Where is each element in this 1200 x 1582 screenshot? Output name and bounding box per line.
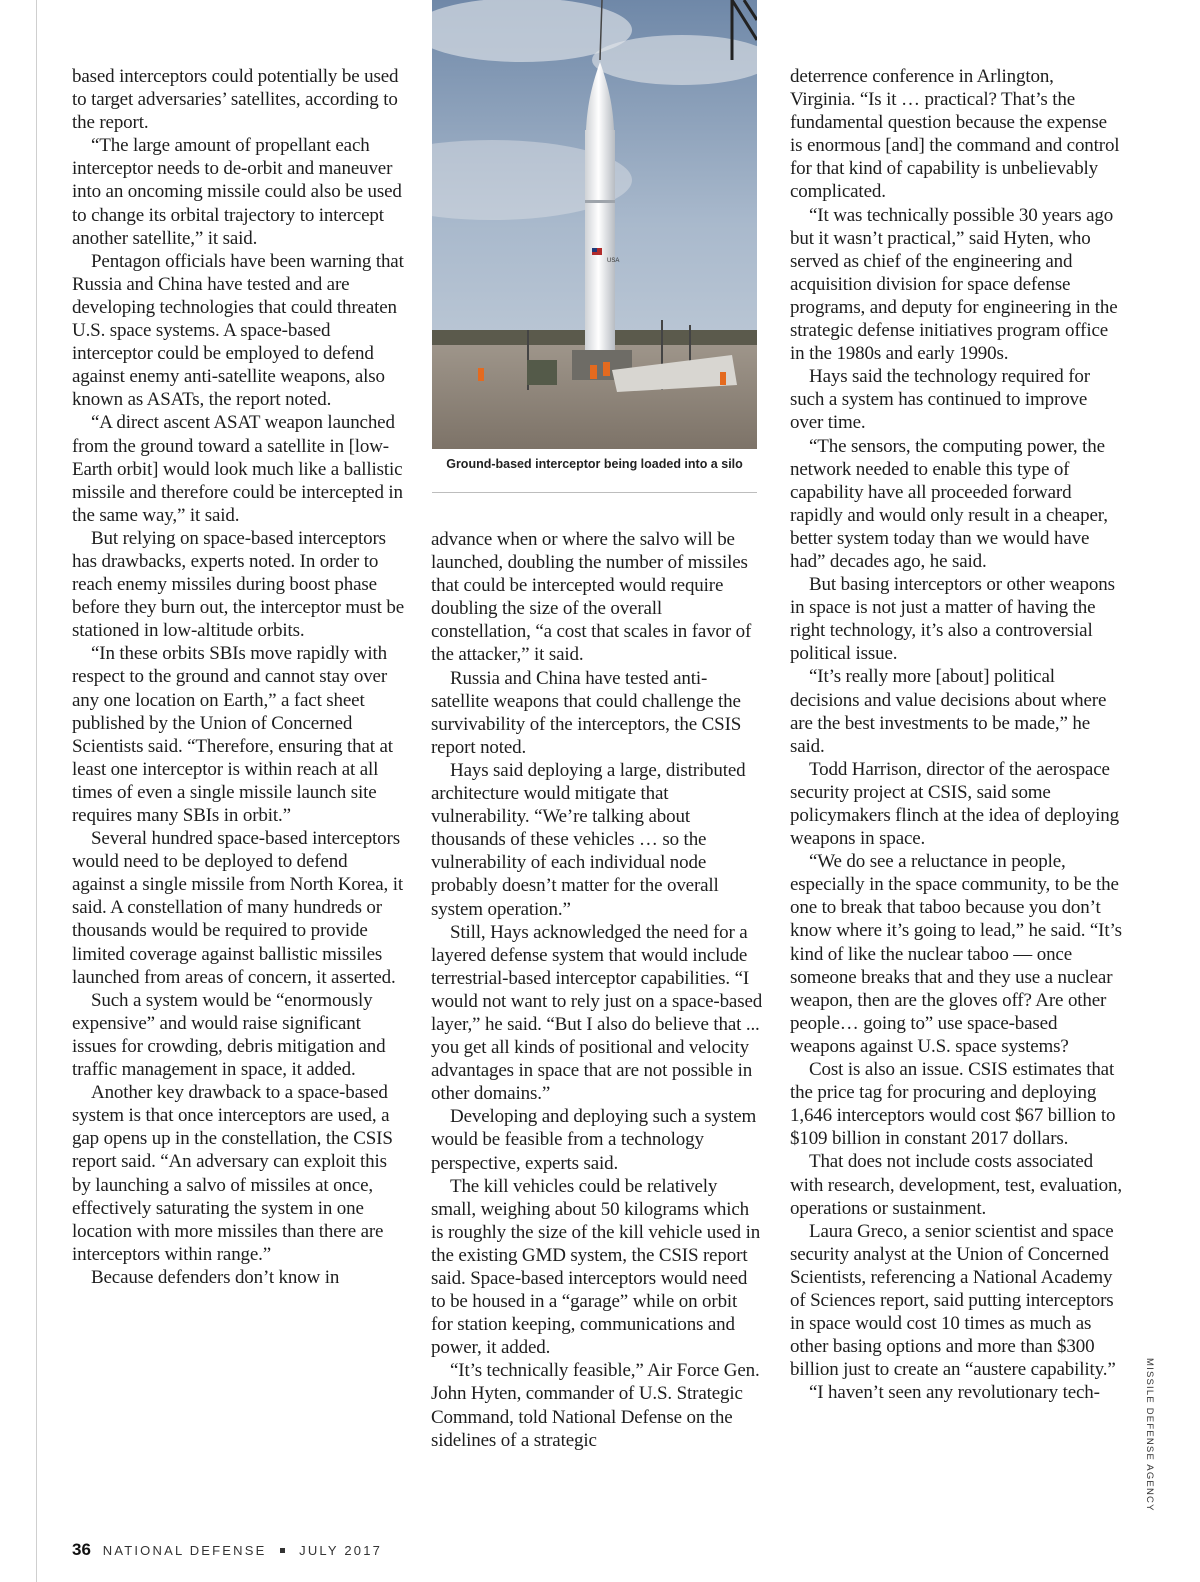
paragraph: Hays said deploying a large, distributed architecture would mitigate that vulnerability. “We’re talking about thousands of these vehicles … so the vulnerability of each individual node probably doesn’t matter for the overall system operation.” [431,759,746,920]
paragraph: Laura Greco, a senior scientist and space security analyst at the Union of Concerned Scientists, referencing a National Academy of Sciences report, said putting interceptors in space would cost 10 times as much as other basing options and more than $300 billion just to create an “austere capability.” [790,1220,1116,1381]
paragraph: But relying on space-based interceptors has drawbacks, experts noted. In order to reach enemy missiles during boost phase before they burn out, the interceptor must be stationed in low-altitude orbits. [72,527,404,642]
paragraph: The kill vehicles could be relatively small, weighing about 50 kilograms which is roughly the size of the kill vehicle used in the existing GMD system, the CSIS report said. Space-based interceptors would need to be housed in a “garage” while on orbit for station keeping, communications and power, it added. [431,1175,761,1359]
paragraph: Because defenders don’t know in [91,1266,340,1288]
paragraph: Pentagon officials have been warning that Russia and China have tested and are developing technologies that could threaten U.S. space systems. A space-based interceptor could be employed to defend against enemy anti-satellite weapons, also known as ASATs, the report noted. [72,250,404,411]
photo-credit: MISSILE DEFENSE AGENCY [1144,1358,1155,1512]
paragraph: Russia and China have tested anti-satellite weapons that could challenge the survivability of the interceptors, the CSIS report noted. [431,667,742,758]
article-column-2 [431,528,763,1452]
paragraph: “In these orbits SBIs move rapidly with respect to the ground and cannot stay over any one location on Earth,” a fact sheet published by the Union of Concerned Scientists said. “Therefore, ensuring that at least one interceptor is within reach at all times of even a single missile launch site requires many SBIs in orbit.” [72,643,393,826]
paragraph: deterrence conference in Arlington, Virginia. “Is it … practical? That’s the fundamental question because the expense is enormous [and] the command and control for that kind of capability is unbelievably complicated. [790,66,1120,203]
publication-name: NATIONAL DEFENSE [102,1543,267,1558]
paragraph: Todd Harrison, director of the aerospace security project at CSIS, said some policymakers flinch at the idea of deploying weapons in space. [790,758,1119,850]
paragraph: “The sensors, the computing power, the network needed to enable this type of capability have all proceeded forward rapidly and would only result in a cheaper, better system today than we would have had” decades ago, he said. [790,435,1108,572]
page-footer [72,1540,382,1560]
paragraph: Several hundred space-based interceptors would need to be deployed to defend against a single missile from North Korea, it said. A constellation of many hundreds or thousands would be required to provide limited coverage against ballistic missiles launched from areas of concern, it asserted. [72,828,403,988]
paragraph: “It’s technically feasible,” Air Force Gen. John Hyten, commander of U.S. Strategic Command, told National Defense on the sidelines of a strategic [431,1360,760,1451]
page-number: 36 [72,1540,91,1559]
paragraph: But basing interceptors or other weapons in space is not just a matter of having the right technology, it’s also a controversial political issue. [790,574,1115,665]
paragraph: Cost is also an issue. CSIS estimates that the price tag for procuring and deploying 1,646 interceptors would cost $67 billion to $109 billion in constant 2017 dollars. [790,1059,1116,1150]
missile-label: USA [607,258,620,264]
paragraph: That does not include costs associated with research, development, test, evaluation, operations or sustainment. [790,1151,1122,1219]
page-margin-rule [36,0,37,1582]
paragraph: “It’s really more [about] political decisions and value decisions about where are the best investments to be made,” he said. [790,666,1107,757]
paragraph: advance when or where the salvo will be launched, doubling the number of missiles that could be intercepted would require doubling the size of the overall constellation, “a cost that scales in favor of the attacker,” it said. [431,529,752,666]
paragraph: “We do see a reluctance in people, especially in the space community, to be the one to break that taboo because you don’t know where it’s going to lead,” he said. “It’s kind of like the nuclear taboo — once someone breaks that and they use a nuclear weapon, then are the gloves off? Are other people… going to” use space-based weapons against U.S. space systems? [790,851,1122,1057]
paragraph: “It was technically possible 30 years ago but it wasn’t practical,” said Hyten, who served as chief of the engineering and acquisition division for space defense programs, and deputy for engineering in the strategic defense initiatives program office in the 1980s and early 1990s. [790,204,1118,365]
paragraph: “A direct ascent ASAT weapon launched from the ground toward a satellite in [low-Earth orbit] would look much like a ballistic missile and therefore could be intercepted in the same way,” it said. [72,412,403,526]
paragraph: based interceptors could potentially be used to target adversaries’ satellites, according to the report. [72,66,399,134]
paragraph: “The large amount of propellant each interceptor needs to de-orbit and maneuver into an oncoming missile could also be used to change its orbital trajectory to intercept another satellite,” it said. [72,135,402,249]
footer-separator [280,1548,285,1553]
paragraph: Hays said the technology required for such a system has continued to improve over time. [790,366,1090,434]
article-column-1 [72,65,404,1289]
issue-date: JULY 2017 [299,1543,383,1558]
article-column-3 [790,65,1122,1404]
photo-caption: Ground-based interceptor being loaded into a silo [446,457,743,471]
paragraph: Such a system would be “enormously expensive” and would raise significant issues for crowding, debris mitigation and traffic management in space, it added. [72,989,386,1081]
interceptor-photo [432,0,757,449]
paragraph: Still, Hays acknowledged the need for a layered defense system that would include terrestrial-based interceptor capabilities. “I would not want to rely just on a space-based layer,” he said. “But I also do believe that ... you get all kinds of positional and velocity advantages in space that are not possible in other domains.” [431,921,763,1105]
paragraph: Developing and deploying such a system would be feasible from a technology perspective, experts said. [431,1106,757,1174]
caption-divider [432,492,757,493]
paragraph: “I haven’t seen any revolutionary tech- [809,1382,1100,1404]
paragraph: Another key drawback to a space-based system is that once interceptors are used, a gap opens up in the constellation, the CSIS report said. “An adversary can exploit this by launching a salvo of missiles at once, effectively saturating the system in one location with more missiles than there are interceptors within range.” [72,1082,393,1265]
